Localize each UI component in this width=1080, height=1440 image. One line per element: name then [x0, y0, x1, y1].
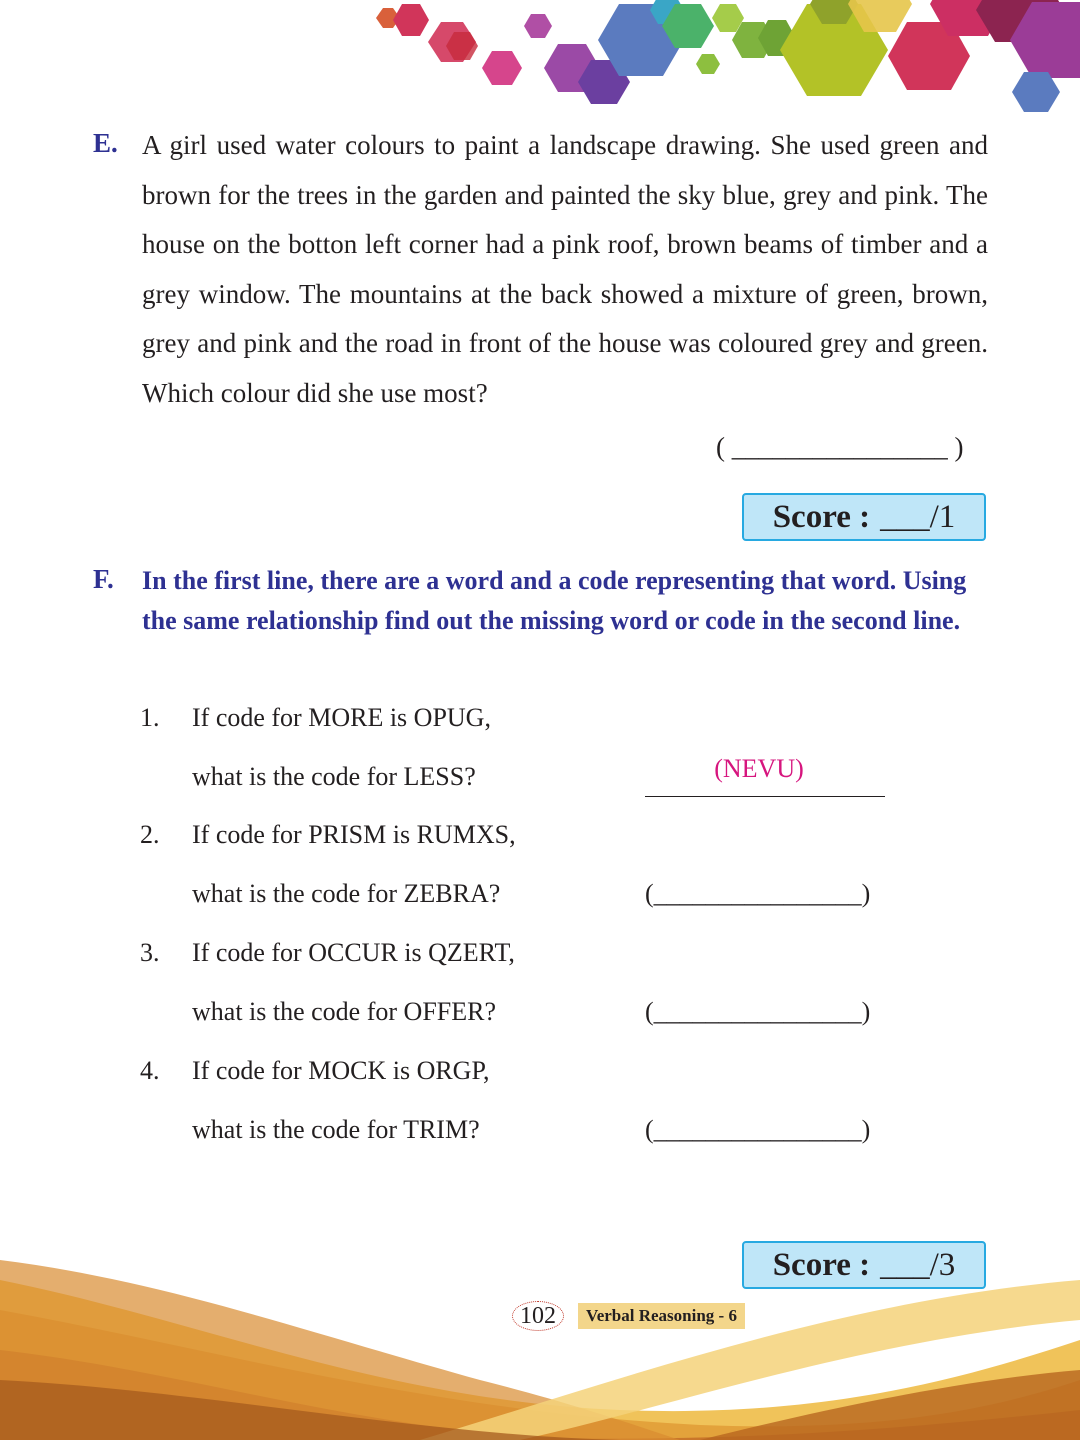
- question-line1: If code for MORE is OPUG,: [192, 703, 491, 732]
- question-number: 2.: [140, 820, 160, 849]
- sample-answer: [645, 754, 885, 797]
- question-number: 1.: [140, 703, 160, 732]
- question-number: 3.: [140, 938, 160, 967]
- question-line1: If code for PRISM is RUMXS,: [192, 820, 516, 849]
- question-number: 4.: [140, 1056, 160, 1085]
- section-e-paragraph: A girl used water colours to paint a landscape drawing. She used green and brown for the trees in the garden and painted the sky blue, grey and pink. The house on the botton left corner had a pink roof, brown beams of timber and a grey window. The mountains at the back showed a mixture of green, brown, grey and pink and the road in front of the house was coloured grey and green. Which colour did she use most?: [142, 130, 988, 408]
- question-line1: If code for OCCUR is QZERT,: [192, 938, 515, 967]
- section-f-letter: F.: [93, 564, 114, 594]
- score-label: Score :: [772, 1246, 871, 1283]
- section-e-score-box: [742, 493, 986, 541]
- answer-blank[interactable]: (________________): [645, 1115, 871, 1144]
- page-footer: [512, 1300, 745, 1332]
- section-e-answer-blank[interactable]: ( ________________ ): [716, 432, 964, 462]
- answer-blank[interactable]: (________________): [645, 879, 871, 908]
- score-label: Score :: [772, 498, 871, 535]
- question-line2: what is the code for OFFER?: [192, 997, 497, 1026]
- question-line2: what is the code for TRIM?: [192, 1115, 480, 1144]
- score-value: ___/1: [880, 498, 956, 535]
- score-value: ___/3: [880, 1246, 956, 1283]
- page-number: 102: [512, 1301, 564, 1331]
- section-f-instruction: In the first line, there are a word and a code representing that word. Using the same relationship find out the missing word or code in the second line.: [142, 566, 967, 635]
- question-line1: If code for MOCK is ORGP,: [192, 1056, 490, 1085]
- hexagon-header-decoration: [0, 0, 1080, 130]
- book-title-tag: Verbal Reasoning - 6: [578, 1303, 745, 1329]
- sample-answer-text: (NEVU): [714, 754, 804, 783]
- question-line2: what is the code for LESS?: [192, 762, 476, 791]
- section-f-score-box: [742, 1241, 986, 1289]
- question-line2: what is the code for ZEBRA?: [192, 879, 501, 908]
- answer-blank[interactable]: (________________): [645, 997, 871, 1026]
- section-e-letter: E.: [93, 128, 118, 158]
